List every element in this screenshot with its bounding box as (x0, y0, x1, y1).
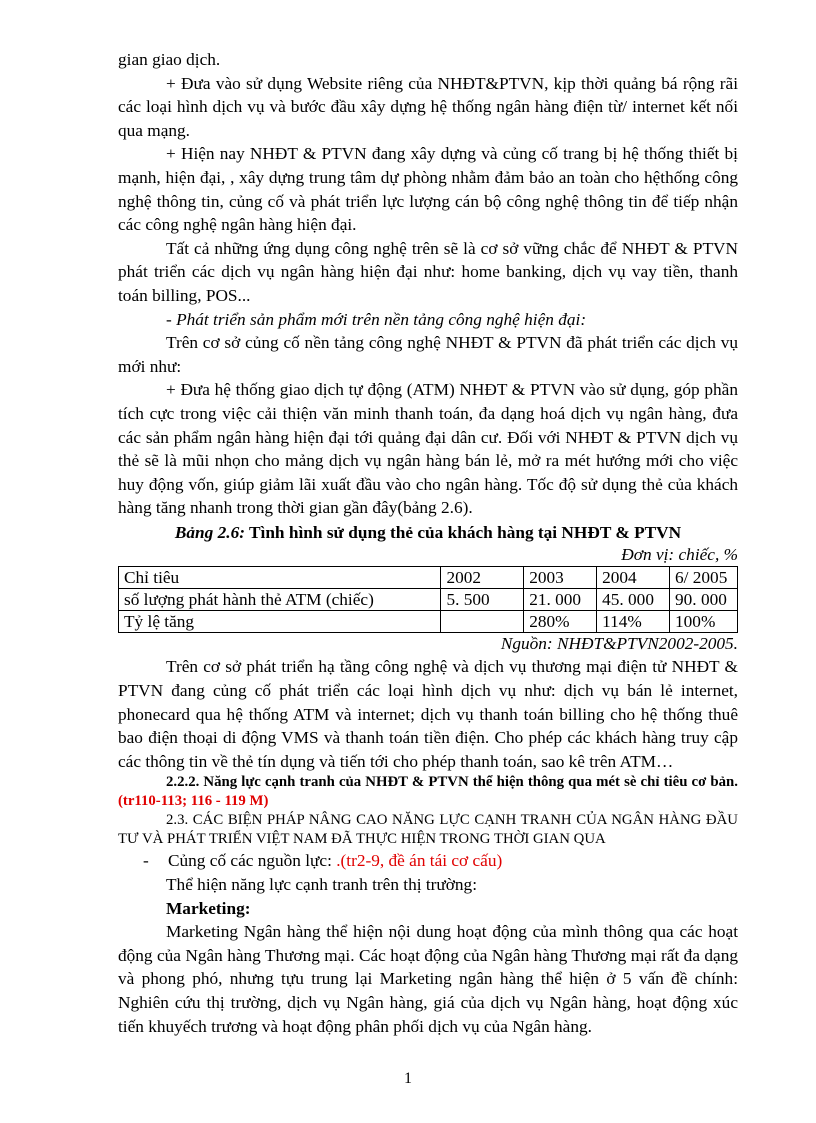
table-caption (118, 521, 738, 545)
table-cell: số lượng phát hành thẻ ATM (chiếc) (119, 589, 441, 611)
paragraph: Thể hiện năng lực cạnh tranh trên thị trường: (166, 875, 477, 895)
paragraph: + Đưa vào sử dụng Website riêng của NHĐT&PTVN, kịp thời quảng bá rộng rãi các loại hình dịch vụ và bước đầu xây dựng hệ thống ngân hàng điện từ/ internet kết nối qua mạng. (118, 73, 738, 140)
paragraph: Tất cả những ứng dụng công nghệ trên sẽ là cơ sở vững chắc để NHĐT & PTVN phát triển các dịch vụ ngân hàng hiện đại như: home banking, dịch vụ vay tiền, thanh toán billing, POS... (118, 238, 738, 305)
table-source: Nguồn: NHĐT&PTVN2002-2005. (500, 634, 738, 654)
table-caption-text: Tình hình sử dụng thẻ của khách hàng tại NHĐT & PTVN (244, 522, 682, 542)
subheading: Marketing: (166, 898, 251, 918)
table-row (119, 611, 738, 633)
section-heading: 2.3. CÁC BIỆN PHÁP NÂNG CAO NĂNG LỰC CẠNH TRANH CỦA NGÂN HÀNG ĐẦU TƯ VÀ PHÁT TRIỂN VIỆT NAM ĐÃ THỰC HIỆN TRONG THỜI GIAN QUA (118, 812, 738, 848)
paragraph: gian giao dịch. (118, 50, 221, 69)
table-cell: 45. 000 (597, 589, 670, 611)
bullet-item (118, 849, 738, 873)
paragraph: + Hiện nay NHĐT & PTVN đang xây dựng và củng cố trang bị hệ thống thiết bị mạnh, hiện đại, , xây dựng trung tâm dự phòng nhằm đảm bảo an toàn cho hệthống công nghệ thông tin, củng cố và phát triển lực lượng cán bộ công nghệ thông tin để tiếp nhận các công nghệ ngân hàng hiện đại. (118, 144, 738, 235)
table-cell: 114% (597, 611, 670, 633)
table-cell: 2003 (524, 567, 597, 589)
paragraph: + Đưa hệ thống giao dịch tự động (ATM) NHĐT & PTVN vào sử dụng, góp phần tích cực trong việc cải thiện văn minh thanh toán, đa dạng hoá dịch vụ ngân hàng, đưa các sản phẩm ngân hàng hiện đại tới quảng đại dân cư. Đối với NHĐT & PTVN dịch vụ thẻ sẽ là mũi nhọn cho mảng dịch vụ ngân hàng bán lẻ, mở ra mét hướng mới cho việc huy động vốn, giúp giảm lãi xuất đầu vào cho ngân hàng. Tốc độ sử dụng thẻ của khách hàng tăng nhanh trong thời gian gần đây(bảng 2.6). (118, 380, 738, 518)
table-cell: Tỷ lệ tăng (119, 611, 441, 633)
table-cell: 90. 000 (670, 589, 738, 611)
section-heading (118, 773, 738, 811)
table-cell (441, 611, 524, 633)
reference-note: (tr110-113; 116 - 119 M) (118, 793, 269, 810)
table-cell: 2004 (597, 567, 670, 589)
table-cell: 21. 000 (524, 589, 597, 611)
heading-text: 2.2.2. Năng lực cạnh tranh của NHĐT & PTVN thể hiện thông qua mét sè chỉ tiêu cơ bản. (166, 774, 738, 791)
table-caption-label: Bảng 2.6: (174, 522, 245, 542)
bullet-dash: - (143, 851, 149, 871)
bullet-text: Củng cố các nguồn lực: (168, 851, 337, 871)
reference-note: .(tr2-9, đề án tái cơ cấu) (336, 851, 503, 871)
table-header-row (119, 567, 738, 589)
paragraph: Marketing Ngân hàng thể hiện nội dung hoạt động của mình thông qua các hoạt động của Ngân hàng Thương mại. Các hoạt động của Ngân hàng Thương mại rất đa dạng và phong phó, nhưng tựu trung lại Marketing ngân hàng thể hiện ở 5 vấn đề chính: Nghiên cứu thị trường, dịch vụ Ngân hàng, giá của dịch vụ Ngân hàng, hoạt động xúc tiến khuyếch trương và hoạt động phân phối dịch vụ của Ngân hàng. (118, 922, 738, 1036)
page-number: 1 (404, 1070, 412, 1087)
table-cell: 100% (670, 611, 738, 633)
table-row (119, 589, 738, 611)
table-cell: Chỉ tiêu (119, 567, 441, 589)
table-cell: 2002 (441, 567, 524, 589)
table-unit: Đơn vị: chiếc, % (621, 545, 738, 565)
table-cell: 5. 500 (441, 589, 524, 611)
section-subheading: - Phát triển sản phẩm mới trên nền tảng công nghệ hiện đại: (166, 309, 587, 329)
data-table (118, 566, 738, 633)
table-cell: 6/ 2005 (670, 567, 738, 589)
table-cell: 280% (524, 611, 597, 633)
document-page (118, 48, 738, 1038)
paragraph: Trên cơ sở củng cố nền tảng công nghệ NHĐT & PTVN đã phát triển các dịch vụ mới như: (118, 333, 738, 376)
paragraph: Trên cơ sở phát triển hạ tầng công nghệ và dịch vụ thương mại điện tử NHĐT & PTVN đang củng cố phát triển các loại hình dịch vụ như: dịch vụ bán lẻ internet, phonecard qua hệ thống ATM và internet; dịch vụ thanh toán billing cho hệ thống thuê bao điện thoại di động VMS và thanh toán tiền điện. Cho phép các khách hàng truy cập các thông tin về thẻ tín dụng và tiến tới cho phép thanh toán, sao kê trên ATM… (118, 657, 738, 771)
